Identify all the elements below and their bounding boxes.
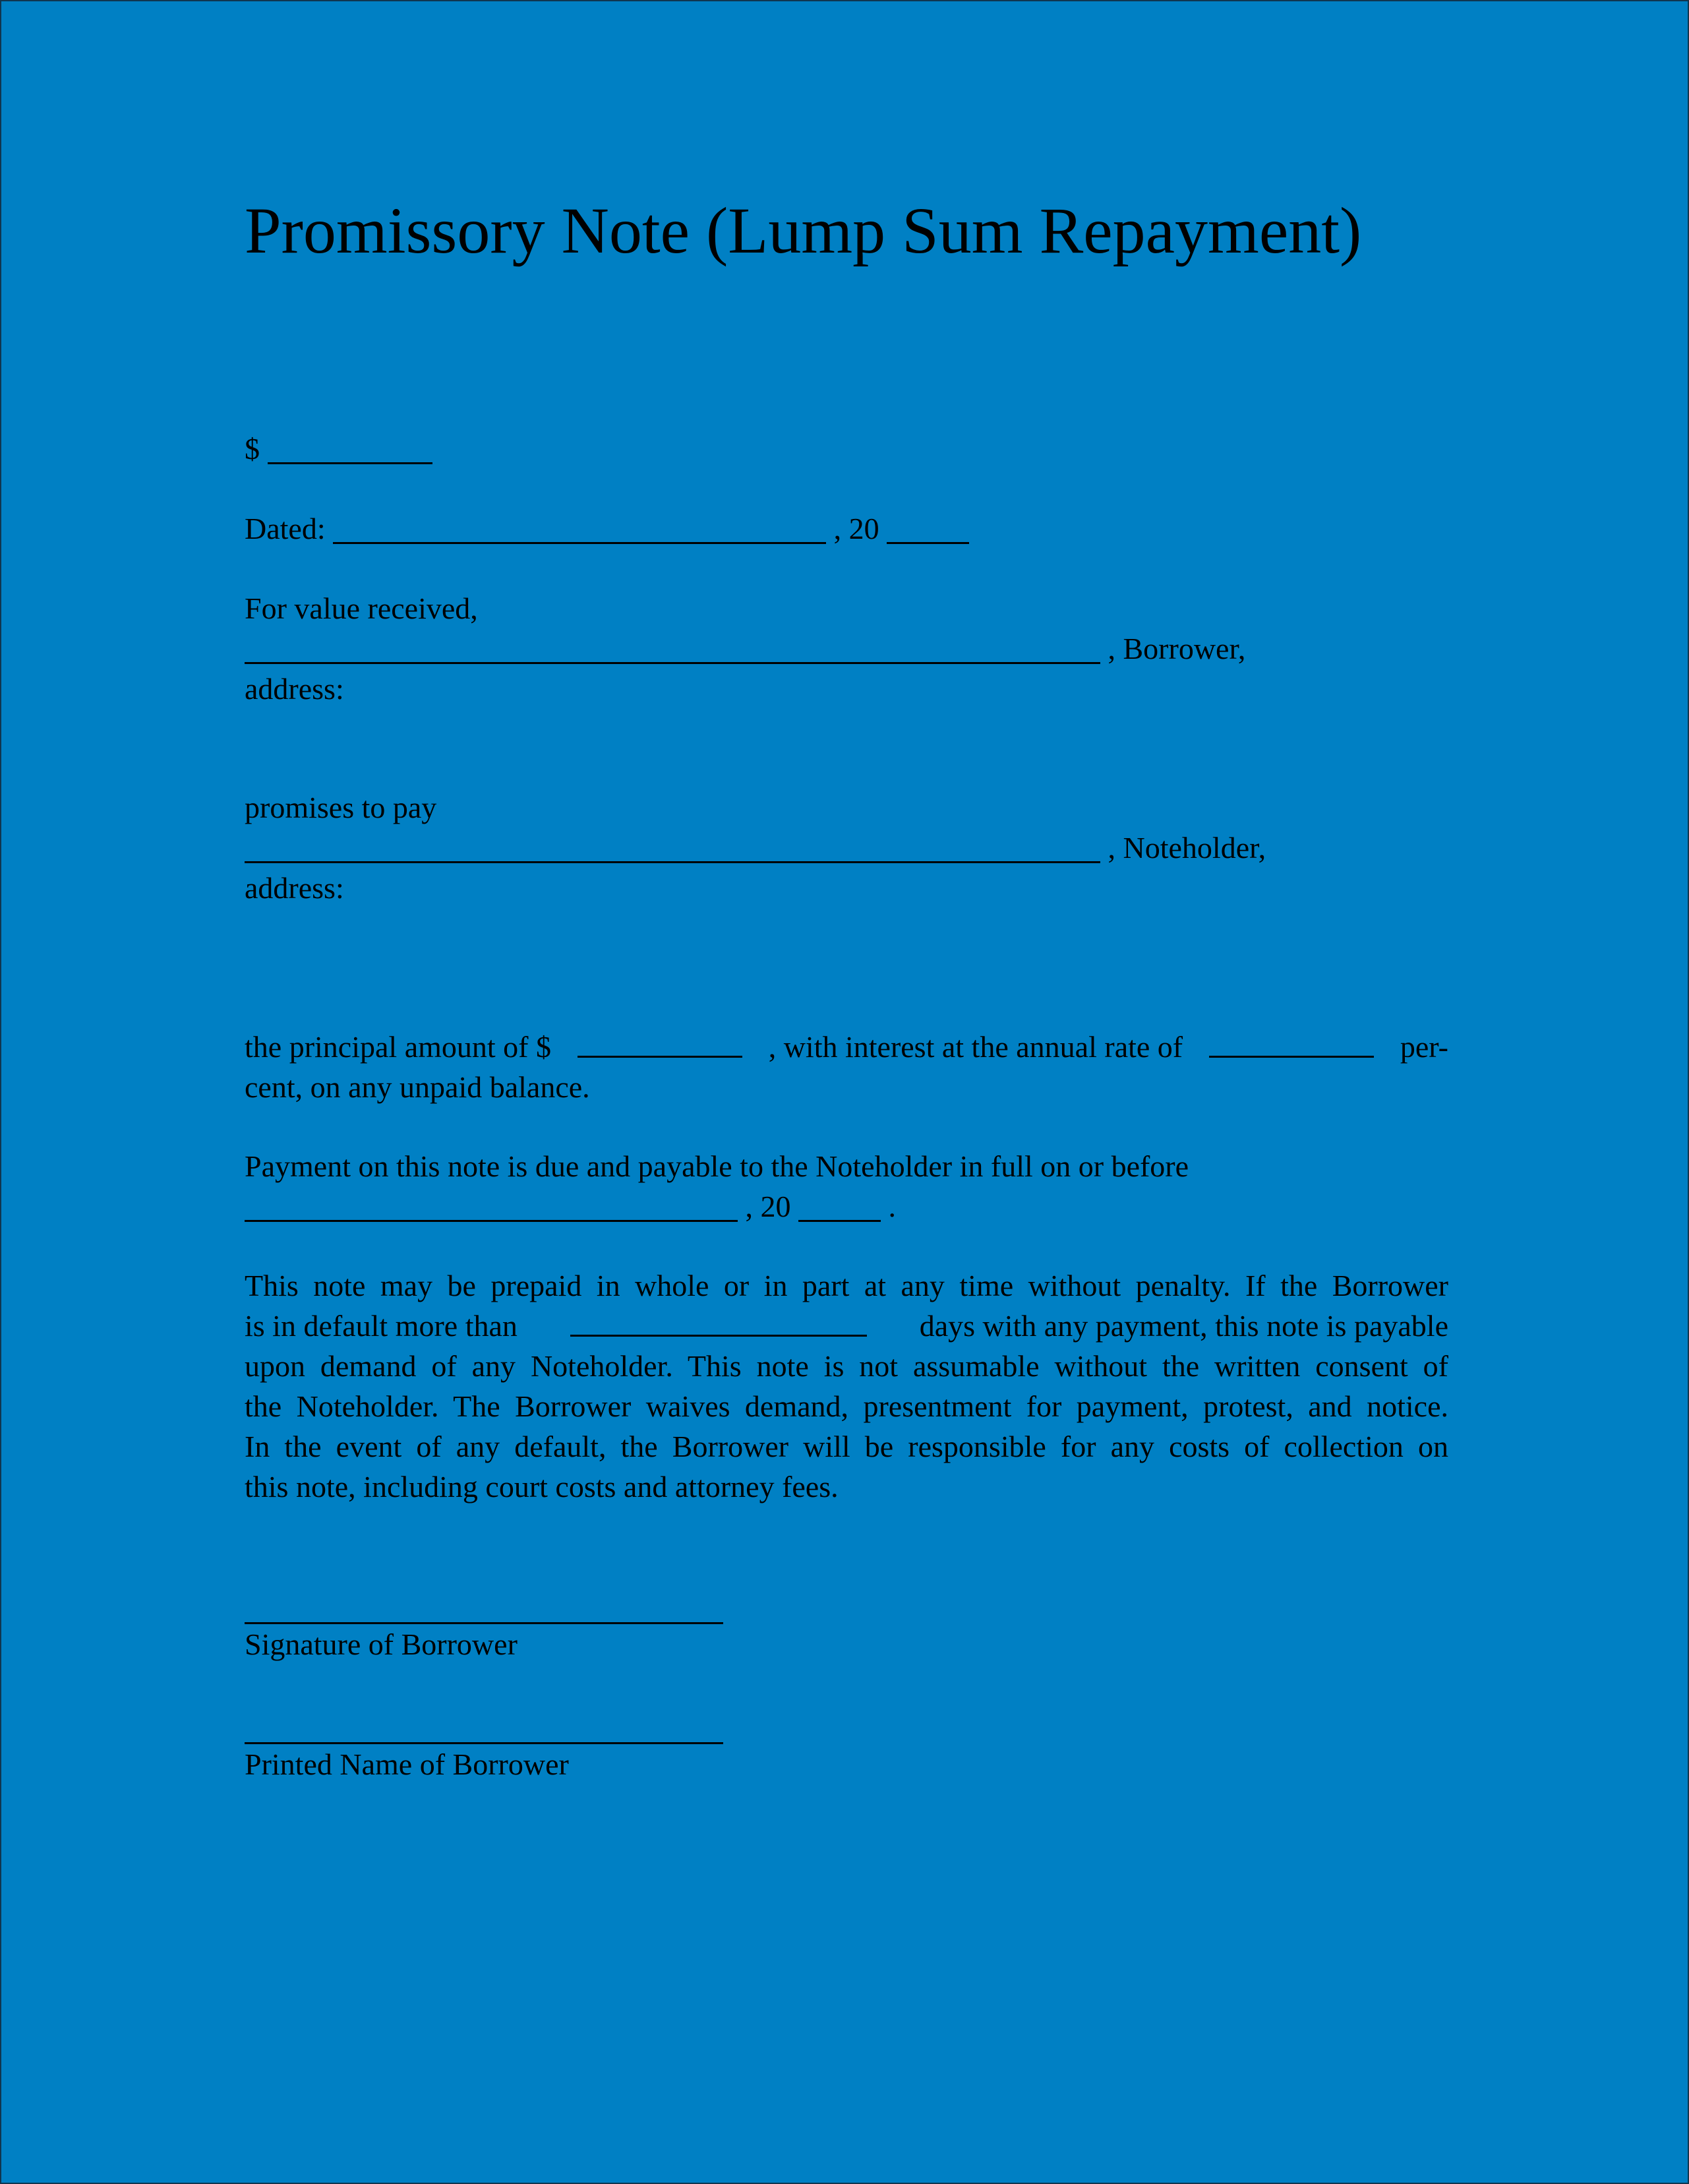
- payment-date-blank[interactable]: [245, 1191, 738, 1222]
- principal-text-2: , with interest at the annual rate of: [768, 1030, 1183, 1064]
- interest-rate-blank[interactable]: [1209, 1027, 1374, 1058]
- noteholder-intro: promises to pay: [245, 791, 437, 824]
- dated-year-blank[interactable]: [887, 513, 969, 544]
- noteholder-section: [245, 787, 1448, 908]
- signature-block: [245, 1591, 1448, 1664]
- principal-paragraph: [245, 1027, 1448, 1107]
- principal-text-1: the principal amount of $: [245, 1030, 551, 1064]
- principal-amount-blank[interactable]: [578, 1027, 742, 1058]
- payment-year-blank[interactable]: [798, 1191, 881, 1222]
- date-blank[interactable]: [333, 513, 826, 544]
- amount-line: [245, 429, 1448, 469]
- terms-line-6: this note, including court costs and attorney fees.: [245, 1470, 839, 1503]
- currency-symbol: $: [245, 432, 260, 466]
- borrower-intro: For value received,: [245, 592, 478, 625]
- document-title: Promissory Note (Lump Sum Repayment): [245, 194, 1362, 267]
- dated-label: Dated:: [245, 512, 326, 545]
- printed-name-line[interactable]: [245, 1711, 723, 1744]
- noteholder-name-blank[interactable]: [245, 832, 1100, 863]
- borrower-section: [245, 588, 1448, 709]
- terms-line-2a: is in default more than: [245, 1309, 518, 1343]
- noteholder-role: , Noteholder,: [1108, 831, 1266, 864]
- terms-line-3: upon demand of any Noteholder. This note is not assumable without the written consent of: [245, 1349, 1448, 1383]
- borrower-address-label: address:: [245, 672, 344, 706]
- terms-line-5: In the event of any default, the Borrower will be responsible for any costs of collection on: [245, 1430, 1448, 1463]
- signature-line[interactable]: [245, 1591, 723, 1624]
- payment-paragraph: [245, 1146, 1448, 1227]
- principal-line-2: cent, on any unpaid balance.: [245, 1070, 590, 1104]
- terms-line-1: This note may be prepaid in whole or in part at any time without penalty. If the Borrower: [245, 1269, 1448, 1302]
- principal-text-3: per-: [1400, 1030, 1448, 1064]
- amount-blank[interactable]: [268, 433, 432, 464]
- payment-end: .: [888, 1190, 896, 1223]
- borrower-role: , Borrower,: [1108, 632, 1246, 665]
- terms-line-4: the Noteholder. The Borrower waives demand, presentment for payment, protest, and notice.: [245, 1389, 1448, 1423]
- signature-label: Signature of Borrower: [245, 1627, 518, 1661]
- dated-line: [245, 508, 1448, 549]
- default-days-blank[interactable]: [570, 1306, 867, 1337]
- terms-paragraph: [245, 1265, 1448, 1507]
- terms-line-2b: days with any payment, this note is payable: [919, 1309, 1448, 1343]
- borrower-name-blank[interactable]: [245, 633, 1100, 664]
- dated-year-prefix: , 20: [833, 512, 879, 545]
- printed-name-label: Printed Name of Borrower: [245, 1747, 569, 1781]
- printed-name-block: [245, 1711, 1448, 1784]
- payment-year-prefix: , 20: [745, 1190, 791, 1223]
- noteholder-address-label: address:: [245, 871, 344, 905]
- payment-line-1: Payment on this note is due and payable to the Noteholder in full on or before: [245, 1149, 1189, 1183]
